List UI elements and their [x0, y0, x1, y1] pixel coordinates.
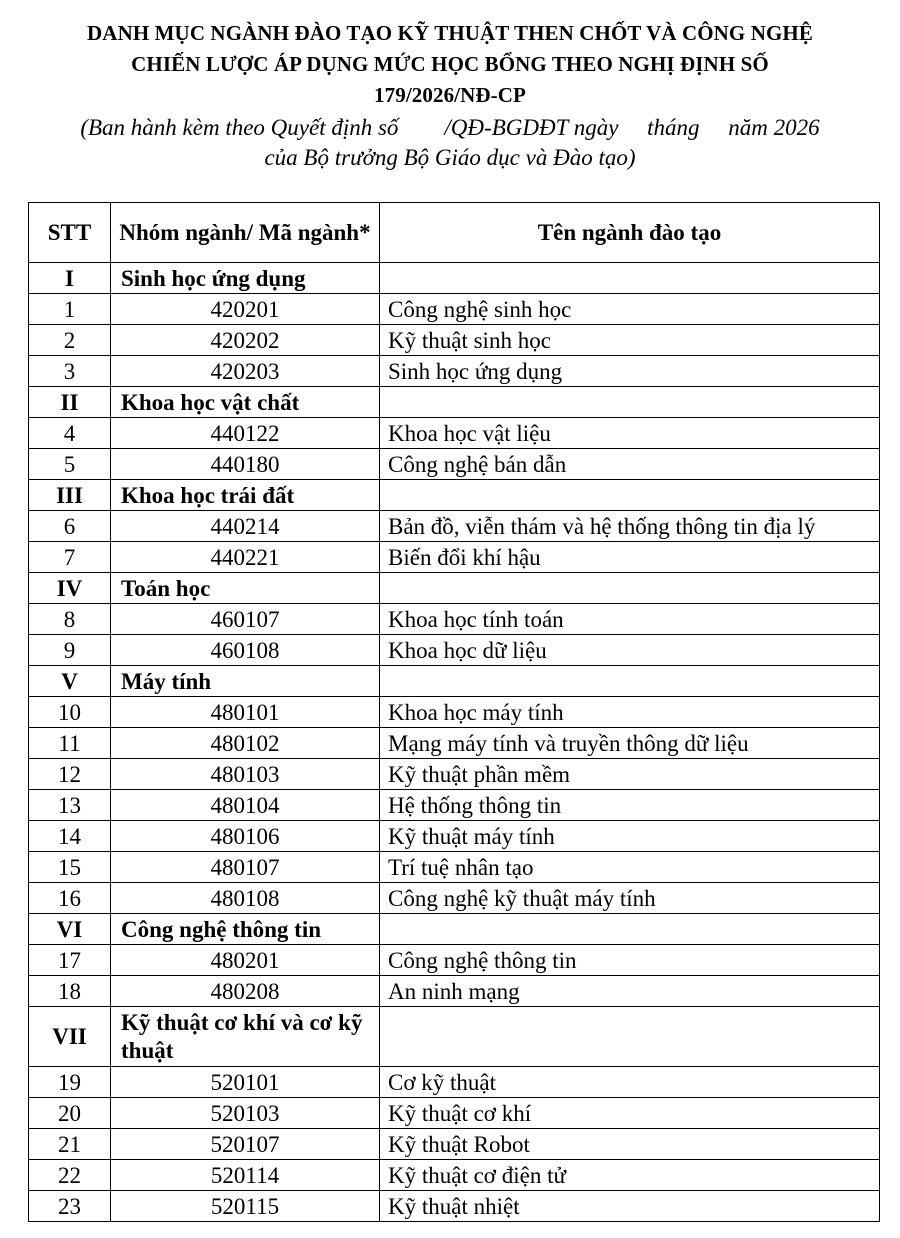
- table-row: [29, 418, 880, 449]
- table-row: [29, 883, 880, 914]
- table-row: [29, 821, 880, 852]
- group-roman-numeral: I: [29, 263, 111, 294]
- group-name: Khoa học trái đất: [111, 480, 380, 511]
- row-program-name: Biến đổi khí hậu: [380, 542, 880, 573]
- row-program-name: Khoa học dữ liệu: [380, 635, 880, 666]
- row-program-code: 460108: [111, 635, 380, 666]
- row-program-name: Kỹ thuật cơ điện tử: [380, 1160, 880, 1191]
- table-row: [29, 1067, 880, 1098]
- table-body: [29, 263, 880, 1222]
- row-program-code: 480208: [111, 976, 380, 1007]
- row-program-code: 420202: [111, 325, 380, 356]
- document-subtitle-line-1: (Ban hành kèm theo Quyết định số /QĐ-BGDĐT ngày tháng năm 2026: [80, 115, 820, 140]
- row-program-name: Công nghệ thông tin: [380, 945, 880, 976]
- document-header: [0, 18, 900, 173]
- table-row: [29, 356, 880, 387]
- row-program-code: 420201: [111, 294, 380, 325]
- row-program-code: 420203: [111, 356, 380, 387]
- table-row: [29, 325, 880, 356]
- row-program-code: 440180: [111, 449, 380, 480]
- row-program-name: Khoa học máy tính: [380, 697, 880, 728]
- row-program-code: 440221: [111, 542, 380, 573]
- row-stt: 9: [29, 635, 111, 666]
- group-name: Khoa học vật chất: [111, 387, 380, 418]
- group-row: [29, 573, 880, 604]
- row-stt: 12: [29, 759, 111, 790]
- row-program-name: Trí tuệ nhân tạo: [380, 852, 880, 883]
- group-roman-numeral: II: [29, 387, 111, 418]
- table-row: [29, 790, 880, 821]
- row-program-name: Kỹ thuật sinh học: [380, 325, 880, 356]
- row-stt: 18: [29, 976, 111, 1007]
- group-name: Công nghệ thông tin: [111, 914, 380, 945]
- row-stt: 14: [29, 821, 111, 852]
- row-program-code: 480108: [111, 883, 380, 914]
- row-stt: 7: [29, 542, 111, 573]
- table-row: [29, 728, 880, 759]
- row-program-name: An ninh mạng: [380, 976, 880, 1007]
- row-stt: 20: [29, 1098, 111, 1129]
- table-row: [29, 294, 880, 325]
- row-stt: 11: [29, 728, 111, 759]
- row-program-code: 520103: [111, 1098, 380, 1129]
- group-roman-numeral: III: [29, 480, 111, 511]
- table-row: [29, 976, 880, 1007]
- row-program-code: 480102: [111, 728, 380, 759]
- document-title-line-1: DANH MỤC NGÀNH ĐÀO TẠO KỸ THUẬT THEN CHỐT VÀ CÔNG NGHỆ: [87, 21, 813, 45]
- group-roman-numeral: IV: [29, 573, 111, 604]
- row-program-name: Khoa học tính toán: [380, 604, 880, 635]
- group-empty-cell: [380, 387, 880, 418]
- row-program-name: Hệ thống thông tin: [380, 790, 880, 821]
- row-stt: 23: [29, 1191, 111, 1222]
- row-program-name: Kỹ thuật cơ khí: [380, 1098, 880, 1129]
- programs-table: [28, 202, 880, 1222]
- row-stt: 5: [29, 449, 111, 480]
- row-program-name: Sinh học ứng dụng: [380, 356, 880, 387]
- row-program-code: 480201: [111, 945, 380, 976]
- table-row: [29, 449, 880, 480]
- table-row: [29, 1129, 880, 1160]
- group-row: [29, 480, 880, 511]
- header-group-code: Nhóm ngành/ Mã ngành*: [111, 203, 380, 263]
- header-program-name: Tên ngành đào tạo: [380, 203, 880, 263]
- row-stt: 8: [29, 604, 111, 635]
- row-program-code: 520114: [111, 1160, 380, 1191]
- row-program-name: Công nghệ kỹ thuật máy tính: [380, 883, 880, 914]
- row-program-name: Công nghệ bán dẫn: [380, 449, 880, 480]
- row-program-name: Kỹ thuật nhiệt: [380, 1191, 880, 1222]
- row-program-code: 480104: [111, 790, 380, 821]
- row-stt: 10: [29, 697, 111, 728]
- table-header-row: [29, 203, 880, 263]
- row-program-name: Kỹ thuật máy tính: [380, 821, 880, 852]
- row-program-code: 460107: [111, 604, 380, 635]
- row-program-code: 440122: [111, 418, 380, 449]
- row-stt: 17: [29, 945, 111, 976]
- group-empty-cell: [380, 573, 880, 604]
- table-row: [29, 635, 880, 666]
- table-row: [29, 852, 880, 883]
- row-stt: 16: [29, 883, 111, 914]
- group-name: Máy tính: [111, 666, 380, 697]
- row-stt: 1: [29, 294, 111, 325]
- table-row: [29, 1160, 880, 1191]
- row-program-code: 480103: [111, 759, 380, 790]
- group-roman-numeral: VI: [29, 914, 111, 945]
- header-stt: STT: [29, 203, 111, 263]
- row-program-name: Kỹ thuật Robot: [380, 1129, 880, 1160]
- document-title-line-2: CHIẾN LƯỢC ÁP DỤNG MỨC HỌC BỔNG THEO NGHỊ ĐỊNH SỐ: [131, 52, 769, 76]
- group-name: Sinh học ứng dụng: [111, 263, 380, 294]
- row-program-name: Kỹ thuật phần mềm: [380, 759, 880, 790]
- row-program-code: 440214: [111, 511, 380, 542]
- group-empty-cell: [380, 263, 880, 294]
- group-name: Toán học: [111, 573, 380, 604]
- group-row: [29, 914, 880, 945]
- group-row: [29, 387, 880, 418]
- row-stt: 3: [29, 356, 111, 387]
- row-program-code: 520115: [111, 1191, 380, 1222]
- document-title-line-3: 179/2026/NĐ-CP: [374, 83, 526, 107]
- row-program-name: Khoa học vật liệu: [380, 418, 880, 449]
- group-empty-cell: [380, 914, 880, 945]
- row-program-name: Công nghệ sinh học: [380, 294, 880, 325]
- row-program-name: Cơ kỹ thuật: [380, 1067, 880, 1098]
- row-stt: 19: [29, 1067, 111, 1098]
- row-stt: 13: [29, 790, 111, 821]
- table-row: [29, 542, 880, 573]
- group-roman-numeral: VII: [29, 1007, 111, 1067]
- row-program-code: 520107: [111, 1129, 380, 1160]
- row-stt: 6: [29, 511, 111, 542]
- group-row: [29, 1007, 880, 1067]
- document-subtitle-line-2: của Bộ trưởng Bộ Giáo dục và Đào tạo): [264, 145, 636, 170]
- group-roman-numeral: V: [29, 666, 111, 697]
- table-row: [29, 511, 880, 542]
- row-stt: 4: [29, 418, 111, 449]
- group-empty-cell: [380, 480, 880, 511]
- group-row: [29, 263, 880, 294]
- row-stt: 15: [29, 852, 111, 883]
- table-row: [29, 759, 880, 790]
- table-row: [29, 697, 880, 728]
- row-stt: 22: [29, 1160, 111, 1191]
- group-row: [29, 666, 880, 697]
- row-program-code: 480106: [111, 821, 380, 852]
- row-stt: 2: [29, 325, 111, 356]
- group-empty-cell: [380, 1007, 880, 1067]
- table-row: [29, 1098, 880, 1129]
- row-program-name: Mạng máy tính và truyền thông dữ liệu: [380, 728, 880, 759]
- row-program-code: 520101: [111, 1067, 380, 1098]
- table-row: [29, 945, 880, 976]
- row-program-name: Bản đồ, viễn thám và hệ thống thông tin địa lý: [380, 511, 880, 542]
- table-row: [29, 604, 880, 635]
- group-name: Kỹ thuật cơ khí và cơ kỹ thuật: [111, 1007, 380, 1067]
- group-empty-cell: [380, 666, 880, 697]
- table-row: [29, 1191, 880, 1222]
- row-stt: 21: [29, 1129, 111, 1160]
- row-program-code: 480107: [111, 852, 380, 883]
- row-program-code: 480101: [111, 697, 380, 728]
